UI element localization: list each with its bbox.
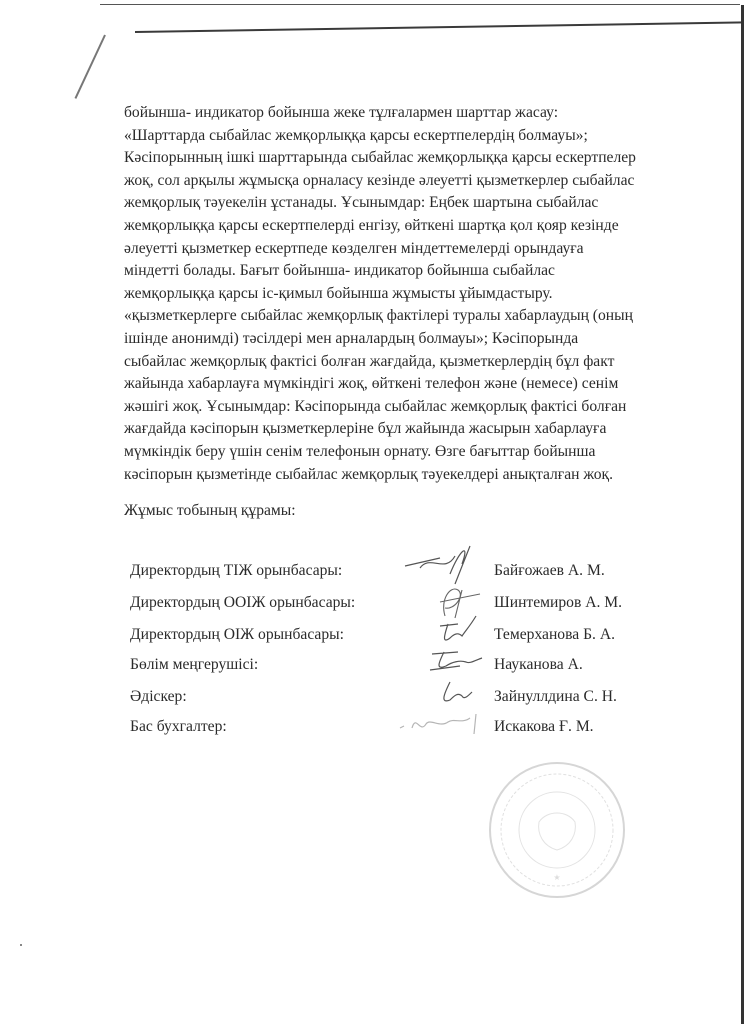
signatory-role: Директордың ТІЖ орынбасары: — [130, 562, 343, 579]
page-fold-corner — [75, 35, 106, 99]
body-line: жайында хабарлауға мүмкіндігі жоқ, өйткені телефон және (немесе) сенім — [124, 375, 619, 393]
stamp-icon — [487, 760, 627, 900]
signatory-name: Зайнуллдина С. Н. — [494, 688, 617, 705]
body-line: ішінде анонимді) тәсілдері мен арналардың болмауы»; Кәсіпорында — [124, 329, 579, 347]
scan-speck — [20, 944, 22, 946]
body-line: кәсіпорын қызметінде сыбайлас жемқорлық тәуекелдері анықталған жоқ. — [124, 465, 614, 483]
page-fold-edge — [135, 21, 744, 33]
scan-edge-top — [100, 4, 740, 5]
body-line: әлеуетті қызметкер ескертпеде көзделген міндеттемелерді орындауға — [124, 239, 584, 257]
signatory-role: Әдіскер: — [130, 688, 187, 705]
signatory-role: Бас бухгалтер: — [130, 718, 227, 735]
signatory-name: Искакова Ғ. М. — [494, 718, 594, 735]
body-line: «қызметкерлерге сыбайлас жемқорлық фактілері туралы хабарлаудың (оның — [124, 307, 633, 325]
body-line: жемқорлыққа қарсы ескертпелерді енгізу, өйткені шартқа қол қояр кезінде — [124, 216, 619, 234]
body-line: міндетті болады. Бағыт бойынша- индикатор бойынша сыбайлас — [124, 262, 555, 280]
signatory-name: Науканова А. — [494, 656, 583, 673]
signatory-role: Бөлім меңгерушісі: — [130, 656, 259, 673]
body-line: бойынша- индикатор бойынша жеке тұлғалармен шарттар жасау: — [124, 104, 559, 121]
body-line: жемқорлық тәуекелін ұстанады. Ұсынымдар: Еңбек шартына сыбайлас — [124, 194, 599, 212]
signatory-name: Байғожаев А. М. — [494, 562, 605, 579]
body-paragraph — [124, 102, 664, 486]
signatory-role: Директордың ОІЖ орынбасары: — [130, 626, 344, 643]
body-line: «Шарттарда сыбайлас жемқорлыққа қарсы ескертпелердің болмауы»; — [124, 126, 588, 144]
svg-text:★: ★ — [553, 873, 561, 882]
signature-icon — [380, 704, 490, 744]
body-line: жоқ, сол арқылы жұмысқа орналасу кезінде әлеуетті қызметкерлер сыбайлас — [124, 171, 635, 189]
team-title: Жұмыс тобының құрамы: — [124, 502, 296, 519]
signatory-row — [130, 718, 690, 742]
body-line: мүмкіндік беру үшін сенім телефонын орнату. Өзге бағыттар бойынша — [124, 442, 596, 460]
body-line: Кәсіпорынның ішкі шарттарында сыбайлас жемқорлыққа қарсы ескертпелер — [124, 149, 636, 167]
body-line: жәшігі жоқ. Ұсынымдар: Кәсіпорында сыбайлас жемқорлық фактісі болған — [124, 397, 627, 415]
signatory-name: Темерханова Б. А. — [494, 626, 615, 643]
signatory-role: Директордың ООІЖ орынбасары: — [130, 594, 356, 611]
signatory-name: Шинтемиров А. М. — [494, 594, 623, 611]
body-line: жемқорлыққа қарсы іс-қимыл бойынша жұмысты ұйымдастыру. — [124, 284, 553, 302]
body-line: сыбайлас жемқорлық фактісі болған жағдайда, қызметкерлердің бұл факт — [124, 352, 615, 370]
body-line: жағдайда кәсіпорын қызметкерлеріне бұл жайында жасырын хабарлауға — [124, 420, 607, 438]
